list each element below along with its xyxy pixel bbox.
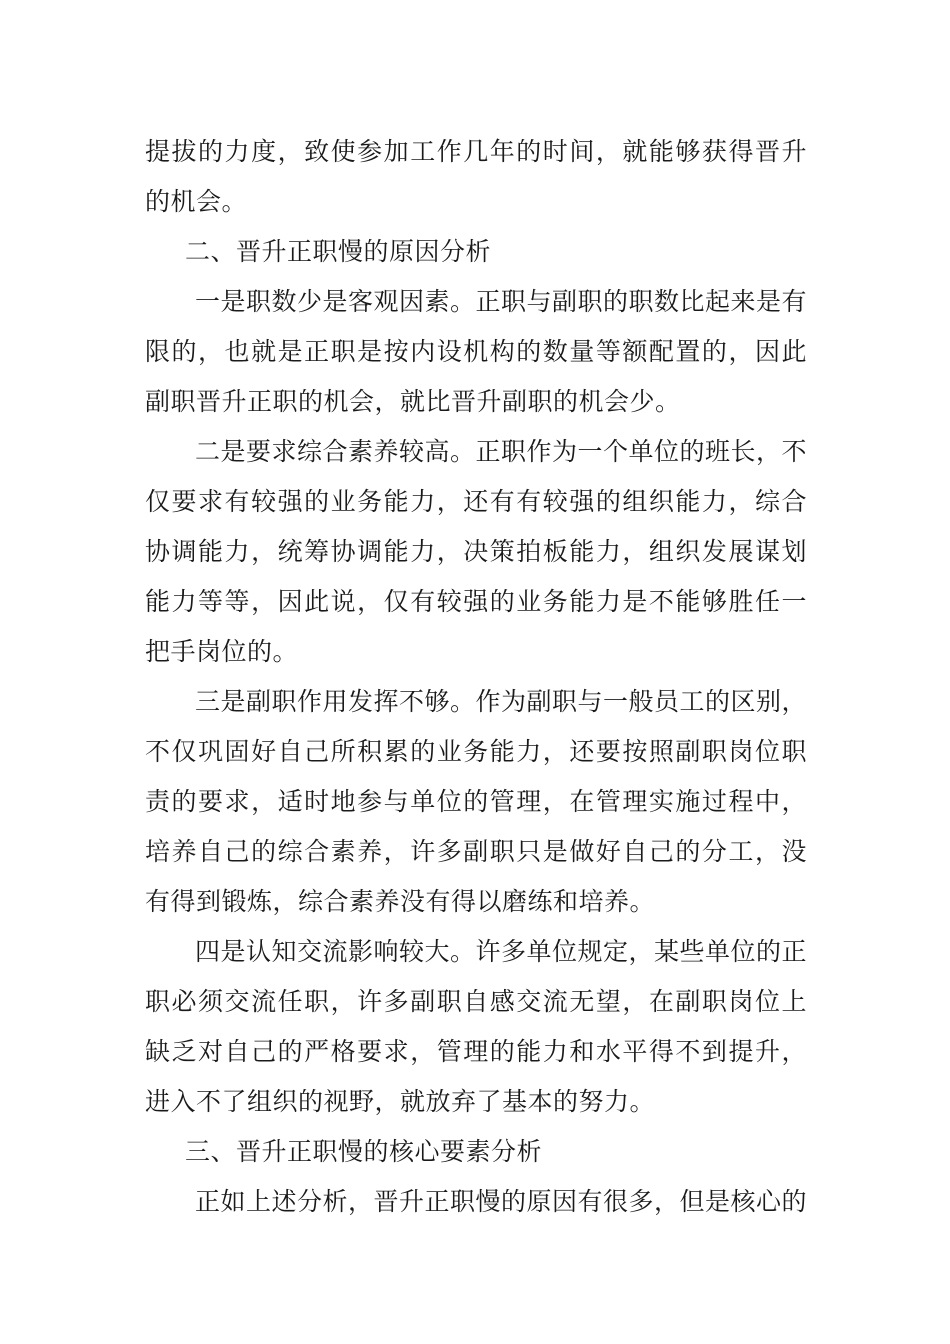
document-page [145,127,807,1227]
section-heading-2: 二、晋升正职慢的原因分析 [185,237,492,266]
paragraph-continuation: 提拔的力度，致使参加工作几年的时间，就能够获得晋升的机会。 [145,137,807,216]
paragraph-reason-2: 二是要求综合素养较高。正职作为一个单位的班长，不仅要求有较强的业务能力，还有有较强的组织能力，综合协调能力，统筹协调能力，决策拍板能力，组织发展谋划能力等等，因此说，仅有较强的业务能力是不能够胜任一把手岗位的。 [145,437,808,666]
paragraph-reason-1: 一是职数少是客观因素。正职与副职的职数比起来是有限的，也就是正职是按内设机构的数量等额配置的，因此副职晋升正职的机会，就比晋升副职的机会少。 [145,287,808,416]
paragraph-reason-3: 三是副职作用发挥不够。作为副职与一般员工的区别，不仅巩固好自己所积累的业务能力，还要按照副职岗位职责的要求，适时地参与单位的管理，在管理实施过程中，培养自己的综合素养，许多副职只是做好自己的分工，没有得到锻炼，综合素养没有得以磨练和培养。 [145,687,808,916]
section-heading-3: 三、晋升正职慢的核心要素分析 [185,1137,543,1166]
paragraph-core-analysis: 正如上述分析，晋升正职慢的原因有很多，但是核心的 [195,1187,808,1216]
paragraph-reason-4: 四是认知交流影响较大。许多单位规定，某些单位的正职必须交流任职，许多副职自感交流无望，在副职岗位上缺乏对自己的严格要求，管理的能力和水平得不到提升，进入不了组织的视野，就放弃了基本的努力。 [145,937,808,1116]
